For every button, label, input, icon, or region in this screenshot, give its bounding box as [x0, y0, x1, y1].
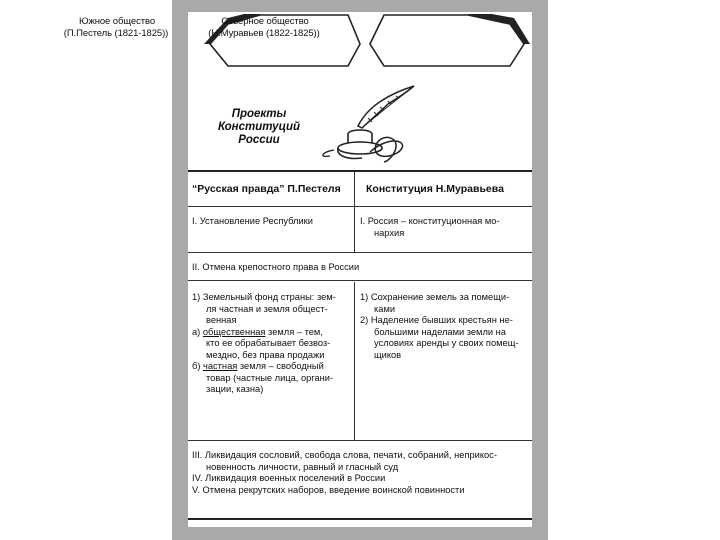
left-frame-border [172, 0, 188, 540]
column-header-pestel: “Русская правда” П.Пестеля [192, 183, 341, 195]
inkwell-quill-icon [318, 82, 418, 164]
row3-rule [188, 440, 532, 441]
column-header-muravyov: Конституция Н.Муравьева [366, 183, 504, 195]
row1-rule [188, 252, 532, 253]
north-society-leader: (Н.Муравьев (1822-1825)) [208, 28, 320, 39]
north-society-name: Северное общество [221, 16, 309, 27]
column-divider-bottom [354, 282, 355, 440]
row3-right-cell: 1) Сохранение земель за помещи- ками 2) Наделение бывших крестьян не- большими наделами земли на условиях аренды у своих помещ- щиков [360, 292, 519, 360]
row3-left-cell: 1) Земельный фонд страны: зем- ля частная и земля общест- венная а) общественная земля – тем, кто ее обрабатывает безвоз- мездно, без права продажи б) частная земля – свободный товар (частные лица, органи- зации, казна) [192, 292, 336, 394]
row2-full-cell: II. Отмена крепостного права в России [192, 262, 360, 272]
row1-right-cell: I. Россия – конституционная мо- нархия [360, 216, 500, 238]
projects-title: Проекты Конституций России [218, 108, 301, 146]
row4-full-cell: III. Ликвидация сословий, свобода слова, печати, собраний, неприкос- новенность личности, равный и гласный суд IV. Ликвидация военных поселений в России V. Отмена рекрутских наборов, введение воинской повинности [192, 450, 497, 495]
bottom-frame-border [172, 527, 548, 540]
south-society-name: Южное общество [78, 16, 156, 27]
table-bottom-rule [188, 518, 532, 520]
column-divider-top [354, 172, 355, 252]
north-society-banner [370, 15, 524, 66]
header-row-rule [188, 206, 532, 207]
table-top-rule [188, 170, 532, 172]
row1-left-cell: I. Установление Республики [192, 216, 313, 226]
row2-rule [188, 280, 532, 281]
top-frame-border [172, 0, 548, 12]
south-society-leader: (П.Пестель (1821-1825)) [63, 28, 169, 39]
right-frame-border [532, 0, 548, 540]
